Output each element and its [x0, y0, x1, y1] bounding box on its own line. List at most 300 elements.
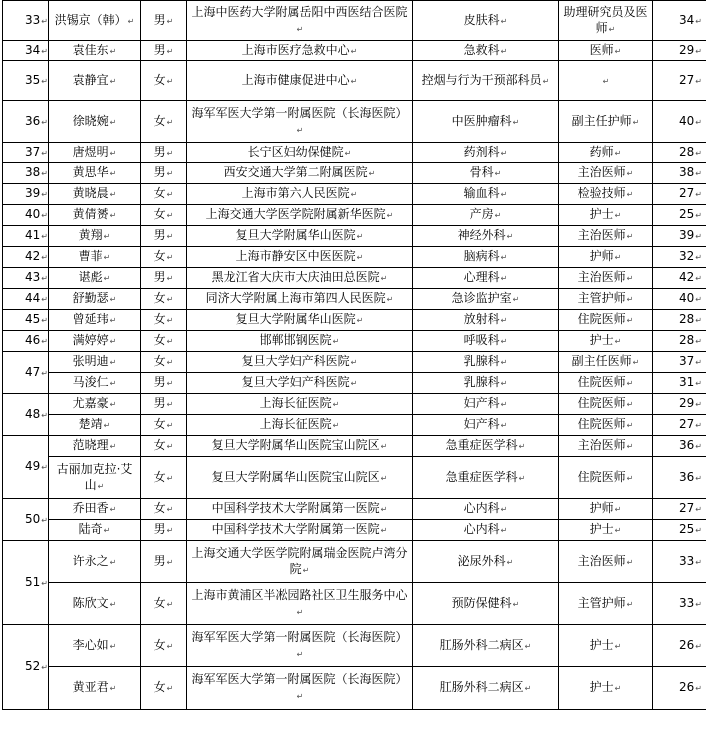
- paragraph-mark: ↵: [109, 379, 117, 388]
- cell-name: [49, 289, 141, 310]
- table-row: [3, 61, 706, 101]
- cell-name: [49, 352, 141, 373]
- table-row: [3, 457, 706, 499]
- paragraph-mark: ↵: [41, 253, 48, 262]
- cell-age-text: 33: [679, 595, 695, 610]
- paragraph-mark: ↵: [386, 295, 394, 304]
- paragraph-mark: ↵: [695, 295, 702, 304]
- paragraph-mark: ↵: [626, 379, 634, 388]
- cell-age-text: 25: [679, 522, 695, 536]
- cell-name-text: 马浚仁: [72, 375, 109, 389]
- row-number: 33: [25, 12, 41, 27]
- cell-name: [49, 184, 141, 205]
- cell-hospital-text: 复旦大学妇产科医院: [241, 354, 350, 368]
- cell-hospital: [187, 163, 413, 184]
- paragraph-mark: ↵: [614, 505, 622, 514]
- cell-name-text: 李心如: [72, 637, 109, 652]
- paragraph-mark: ↵: [166, 253, 174, 262]
- cell-dept-text: 急救科: [463, 42, 500, 57]
- cell-age-text: 31: [679, 375, 695, 389]
- paragraph-mark: ↵: [109, 442, 117, 451]
- cell-hospital-text: 上海市静安区中医医院: [235, 249, 356, 263]
- cell-age-text: 29: [679, 396, 695, 410]
- table-row: [3, 667, 706, 710]
- paragraph-mark: ↵: [41, 295, 48, 304]
- cell-hospital: [187, 101, 413, 143]
- cell-title-text: 住院医师: [577, 396, 626, 410]
- cell-gender-text: 男: [153, 396, 166, 410]
- paragraph-mark: ↵: [166, 232, 174, 241]
- paragraph-mark: ↵: [109, 76, 117, 86]
- cell-gender: [141, 1, 187, 41]
- paragraph-mark: ↵: [166, 211, 174, 220]
- paragraph-mark: ↵: [109, 295, 117, 304]
- cell-dept-text: 产房: [469, 207, 494, 221]
- cell-number: [3, 226, 49, 247]
- cell-dept-text: 骨科: [469, 165, 494, 179]
- cell-age-text: 27: [679, 186, 695, 200]
- cell-name: [49, 101, 141, 143]
- cell-age-text: 36: [679, 438, 695, 452]
- paragraph-mark: ↵: [109, 148, 117, 158]
- paragraph-mark: ↵: [614, 46, 622, 56]
- cell-title-text: 副主任护师: [571, 113, 632, 128]
- cell-name: [49, 143, 141, 163]
- row-number: 45: [25, 312, 41, 326]
- cell-dept: [413, 226, 559, 247]
- cell-gender-text: 女: [153, 72, 166, 87]
- cell-title-text: 护士: [589, 637, 614, 652]
- paragraph-mark: ↵: [166, 190, 174, 199]
- cell-name-text: 谌彪: [78, 270, 103, 284]
- cell-age-text: 42: [679, 270, 695, 284]
- cell-age: [653, 394, 706, 415]
- paragraph-mark: ↵: [109, 599, 117, 609]
- cell-hospital: [187, 268, 413, 289]
- cell-age: [653, 143, 706, 163]
- paragraph-mark: ↵: [356, 253, 364, 262]
- cell-age-text: 29: [679, 42, 695, 57]
- cell-age: [653, 499, 706, 520]
- cell-dept: [413, 101, 559, 143]
- paragraph-mark: ↵: [166, 641, 174, 651]
- cell-hospital: [187, 625, 413, 667]
- cell-age-text: 25: [679, 207, 695, 221]
- row-number: 49: [25, 459, 41, 473]
- paragraph-mark: ↵: [356, 316, 364, 325]
- cell-hospital-text: 邯郸邯钢医院: [259, 333, 332, 347]
- cell-hospital-text: 上海市第六人民医院: [241, 186, 350, 200]
- paragraph-mark: ↵: [350, 190, 358, 199]
- cell-dept-text: 泌尿外科: [457, 553, 506, 568]
- paragraph-mark: ↵: [41, 368, 48, 378]
- cell-number: [3, 101, 49, 143]
- cell-age: [653, 415, 706, 436]
- cell-number: [3, 541, 49, 625]
- cell-age-text: 34: [679, 12, 695, 27]
- table-row: [3, 583, 706, 625]
- paragraph-mark: ↵: [41, 410, 48, 420]
- paragraph-mark: ↵: [103, 421, 111, 430]
- cell-gender: [141, 101, 187, 143]
- row-number: 34: [25, 42, 41, 57]
- cell-age: [653, 247, 706, 268]
- paragraph-mark: ↵: [695, 421, 702, 430]
- row-number: 52: [25, 659, 41, 673]
- cell-title-text: 主治医师: [577, 438, 626, 452]
- cell-dept: [413, 289, 559, 310]
- cell-dept-text: 皮肤科: [463, 12, 500, 27]
- table-row: [3, 352, 706, 373]
- paragraph-mark: ↵: [368, 169, 376, 178]
- cell-name-text: 黄晓晨: [72, 186, 109, 200]
- cell-gender-text: 女: [153, 417, 166, 431]
- cell-gender-text: 女: [153, 595, 166, 610]
- cell-gender-text: 男: [153, 228, 166, 242]
- paragraph-mark: ↵: [166, 421, 174, 430]
- paragraph-mark: ↵: [614, 684, 622, 693]
- cell-dept: [413, 268, 559, 289]
- cell-name: [49, 163, 141, 184]
- cell-dept: [413, 394, 559, 415]
- cell-name: [49, 667, 141, 710]
- cell-dept-text: 控烟与行为干预部科员: [421, 72, 542, 87]
- cell-name-text: 黄亚君: [72, 680, 109, 694]
- cell-title: [559, 499, 653, 520]
- cell-gender-text: 女: [153, 680, 166, 694]
- cell-hospital: [187, 289, 413, 310]
- cell-title-text: 护师: [589, 501, 614, 515]
- cell-dept: [413, 415, 559, 436]
- cell-age: [653, 289, 706, 310]
- cell-age-text: 27: [679, 501, 695, 515]
- cell-age: [653, 457, 706, 499]
- cell-number: [3, 268, 49, 289]
- row-number: 38: [25, 165, 41, 179]
- cell-dept-text: 乳腺科: [463, 354, 500, 368]
- cell-hospital-text: 复旦大学妇产科医院: [241, 375, 350, 389]
- paragraph-mark: ↵: [41, 117, 48, 127]
- paragraph-mark: ↵: [103, 253, 111, 262]
- paragraph-mark: ↵: [350, 46, 358, 56]
- cell-gender-text: 女: [153, 333, 166, 347]
- cell-hospital: [187, 61, 413, 101]
- cell-title: [559, 226, 653, 247]
- cell-hospital-text: 上海市黄浦区半凇园路社区卫生服务中心: [191, 587, 408, 602]
- cell-hospital: [187, 1, 413, 41]
- cell-hospital-text: 上海长征医院: [259, 396, 332, 410]
- cell-hospital-text: 复旦大学附属华山医院宝山院区: [211, 469, 380, 484]
- cell-number: [3, 289, 49, 310]
- cell-name: [49, 583, 141, 625]
- paragraph-mark: ↵: [500, 148, 508, 158]
- cell-number: [3, 436, 49, 499]
- cell-name: [49, 625, 141, 667]
- paragraph-mark: ↵: [695, 148, 702, 158]
- paragraph-mark: ↵: [166, 379, 174, 388]
- cell-dept: [413, 143, 559, 163]
- table-row: [3, 625, 706, 667]
- cell-dept-text: 急诊监护室: [451, 291, 512, 305]
- cell-title: [559, 436, 653, 457]
- cell-dept: [413, 373, 559, 394]
- paragraph-mark: ↵: [41, 463, 48, 472]
- paragraph-mark: ↵: [380, 442, 388, 451]
- cell-dept-text: 肛肠外科二病区: [439, 680, 524, 694]
- paragraph-mark: ↵: [626, 421, 634, 430]
- paragraph-mark: ↵: [296, 24, 304, 34]
- paragraph-mark: ↵: [109, 684, 117, 693]
- cell-gender: [141, 143, 187, 163]
- cell-name-text: 陆奇: [78, 522, 103, 536]
- paragraph-mark: ↵: [695, 505, 702, 514]
- cell-title-text: 主管护师: [577, 291, 626, 305]
- paragraph-mark: ↵: [41, 274, 48, 283]
- cell-hospital-text: 上海交通大学医学院附属瑞金医院卢湾分院: [191, 545, 408, 576]
- cell-age: [653, 268, 706, 289]
- cell-gender: [141, 205, 187, 226]
- cell-gender-text: 女: [153, 186, 166, 200]
- paragraph-mark: ↵: [41, 148, 48, 158]
- cell-title: [559, 289, 653, 310]
- cell-name-text: 洪锡京（韩）: [54, 12, 127, 27]
- cell-gender: [141, 436, 187, 457]
- cell-dept: [413, 331, 559, 352]
- cell-hospital: [187, 583, 413, 625]
- paragraph-mark: ↵: [166, 76, 174, 86]
- cell-title-text: 主治医师: [577, 270, 626, 284]
- cell-gender-text: 男: [153, 165, 166, 179]
- paragraph-mark: ↵: [494, 211, 502, 220]
- paragraph-mark: ↵: [166, 316, 174, 325]
- cell-gender-text: 男: [153, 144, 166, 159]
- paragraph-mark: ↵: [524, 684, 532, 693]
- table-row: [3, 331, 706, 352]
- cell-gender-text: 女: [153, 291, 166, 305]
- cell-title: [559, 667, 653, 710]
- cell-gender: [141, 247, 187, 268]
- cell-gender-text: 男: [153, 12, 166, 27]
- cell-gender: [141, 541, 187, 583]
- paragraph-mark: ↵: [41, 211, 48, 220]
- row-number: 43: [25, 270, 41, 284]
- cell-name: [49, 310, 141, 331]
- paragraph-mark: ↵: [109, 557, 117, 567]
- cell-hospital-text: 长宁区妇幼保健院: [247, 144, 344, 159]
- cell-name-text: 楚靖: [78, 417, 103, 431]
- paragraph-mark: ↵: [614, 253, 622, 262]
- paragraph-mark: ↵: [500, 190, 508, 199]
- paragraph-mark: ↵: [166, 117, 174, 127]
- cell-age: [653, 667, 706, 710]
- cell-hospital: [187, 331, 413, 352]
- row-number: 48: [25, 406, 41, 421]
- cell-hospital-text: 黑龙江省大庆市大庆油田总医院: [211, 270, 380, 284]
- cell-hospital-text: 海军军医大学第一附属医院（长海医院）: [191, 105, 408, 120]
- cell-name: [49, 61, 141, 101]
- cell-gender-text: 女: [153, 354, 166, 368]
- paragraph-mark: ↵: [500, 337, 508, 346]
- paragraph-mark: ↵: [41, 337, 48, 346]
- cell-name: [49, 499, 141, 520]
- cell-gender: [141, 352, 187, 373]
- cell-hospital: [187, 667, 413, 710]
- cell-age: [653, 625, 706, 667]
- paragraph-mark: ↵: [626, 442, 634, 451]
- table-row: [3, 268, 706, 289]
- cell-dept: [413, 583, 559, 625]
- paragraph-mark: ↵: [500, 253, 508, 262]
- paragraph-mark: ↵: [695, 379, 702, 388]
- cell-name: [49, 205, 141, 226]
- row-number: 40: [25, 207, 41, 221]
- paragraph-mark: ↵: [500, 274, 508, 283]
- paragraph-mark: ↵: [166, 473, 174, 483]
- cell-gender: [141, 373, 187, 394]
- cell-hospital-text: 复旦大学附属华山医院宝山院区: [211, 438, 380, 452]
- paragraph-mark: ↵: [614, 641, 622, 651]
- paragraph-mark: ↵: [380, 526, 388, 535]
- cell-hospital: [187, 184, 413, 205]
- paragraph-mark: ↵: [500, 358, 508, 367]
- cell-dept-text: 神经外科: [457, 228, 506, 242]
- cell-name: [49, 1, 141, 41]
- cell-age: [653, 184, 706, 205]
- cell-name-text: 袁佳东: [72, 42, 109, 57]
- cell-title: [559, 310, 653, 331]
- cell-dept-text: 妇产科: [463, 417, 500, 431]
- cell-name-text: 黄倩赟: [72, 207, 109, 221]
- cell-title: [559, 268, 653, 289]
- cell-dept: [413, 436, 559, 457]
- cell-dept: [413, 520, 559, 541]
- cell-dept-text: 心内科: [463, 501, 500, 515]
- cell-title-text: 护士: [589, 522, 614, 536]
- cell-hospital-text: 上海市医疗急救中心: [241, 42, 350, 57]
- cell-age: [653, 373, 706, 394]
- paragraph-mark: ↵: [695, 358, 702, 367]
- paragraph-mark: ↵: [626, 295, 634, 304]
- paragraph-mark: ↵: [166, 505, 174, 514]
- cell-title-text: 医师: [589, 42, 614, 57]
- cell-age-text: 39: [679, 228, 695, 242]
- cell-age-text: 28: [679, 144, 695, 159]
- paragraph-mark: ↵: [695, 684, 702, 693]
- paragraph-mark: ↵: [695, 557, 702, 567]
- cell-title-text: 护师: [589, 249, 614, 263]
- cell-hospital: [187, 226, 413, 247]
- cell-title-text: 护士: [589, 333, 614, 347]
- cell-title: [559, 41, 653, 61]
- cell-name: [49, 394, 141, 415]
- cell-title: [559, 415, 653, 436]
- cell-dept-text: 妇产科: [463, 396, 500, 410]
- paragraph-mark: ↵: [103, 274, 111, 283]
- paragraph-mark: ↵: [626, 473, 634, 483]
- paragraph-mark: ↵: [166, 526, 174, 535]
- cell-title-text: 检验技师: [577, 186, 626, 200]
- cell-title: [559, 101, 653, 143]
- paragraph-mark: ↵: [695, 211, 702, 220]
- cell-age: [653, 163, 706, 184]
- cell-hospital-text: 海军军医大学第一附属医院（长海医院）: [191, 672, 408, 686]
- paragraph-mark: ↵: [695, 442, 702, 451]
- cell-number: [3, 310, 49, 331]
- cell-title-text: 住院医师: [577, 417, 626, 431]
- paragraph-mark: ↵: [506, 557, 514, 567]
- cell-title-text: 护士: [589, 207, 614, 221]
- cell-gender-text: 女: [153, 312, 166, 326]
- table-row: [3, 143, 706, 163]
- cell-age: [653, 583, 706, 625]
- paragraph-mark: ↵: [41, 190, 48, 199]
- paragraph-mark: ↵: [626, 557, 634, 567]
- cell-title: [559, 520, 653, 541]
- cell-number: [3, 163, 49, 184]
- cell-title: [559, 625, 653, 667]
- cell-gender: [141, 163, 187, 184]
- cell-gender-text: 男: [153, 522, 166, 536]
- cell-age: [653, 205, 706, 226]
- cell-dept: [413, 541, 559, 583]
- cell-hospital: [187, 394, 413, 415]
- row-number: 41: [25, 228, 41, 242]
- cell-dept-text: 心理科: [463, 270, 500, 284]
- cell-title-text: 药师: [589, 144, 614, 159]
- cell-title: [559, 331, 653, 352]
- cell-title: [559, 352, 653, 373]
- table-row: [3, 436, 706, 457]
- paragraph-mark: ↵: [350, 76, 358, 86]
- cell-name: [49, 268, 141, 289]
- cell-gender-text: 女: [153, 249, 166, 263]
- paragraph-mark: ↵: [608, 24, 616, 34]
- paragraph-mark: ↵: [695, 232, 702, 241]
- paragraph-mark: ↵: [166, 274, 174, 283]
- paragraph-mark: ↵: [296, 607, 304, 617]
- table-row: [3, 163, 706, 184]
- table-row: [3, 373, 706, 394]
- cell-title-text: 主治医师: [577, 553, 626, 568]
- paragraph-mark: ↵: [695, 46, 702, 56]
- cell-gender-text: 女: [153, 637, 166, 652]
- cell-number: [3, 61, 49, 101]
- row-number: 39: [25, 186, 41, 200]
- cell-number: [3, 352, 49, 394]
- paragraph-mark: ↵: [109, 505, 117, 514]
- paragraph-mark: ↵: [302, 565, 310, 575]
- cell-gender: [141, 331, 187, 352]
- cell-age: [653, 520, 706, 541]
- paragraph-mark: ↵: [166, 169, 174, 178]
- paragraph-mark: ↵: [695, 274, 702, 283]
- paragraph-mark: ↵: [614, 526, 622, 535]
- paragraph-mark: ↵: [494, 169, 502, 178]
- cell-hospital: [187, 499, 413, 520]
- cell-title: [559, 184, 653, 205]
- table-row: [3, 520, 706, 541]
- cell-gender: [141, 289, 187, 310]
- cell-dept-text: 药剂科: [463, 144, 500, 159]
- paragraph-mark: ↵: [695, 76, 702, 86]
- cell-title: [559, 247, 653, 268]
- paragraph-mark: ↵: [103, 526, 111, 535]
- cell-gender: [141, 394, 187, 415]
- cell-gender: [141, 583, 187, 625]
- paragraph-mark: ↵: [626, 316, 634, 325]
- cell-name-text: 黄思华: [72, 165, 109, 179]
- cell-dept: [413, 163, 559, 184]
